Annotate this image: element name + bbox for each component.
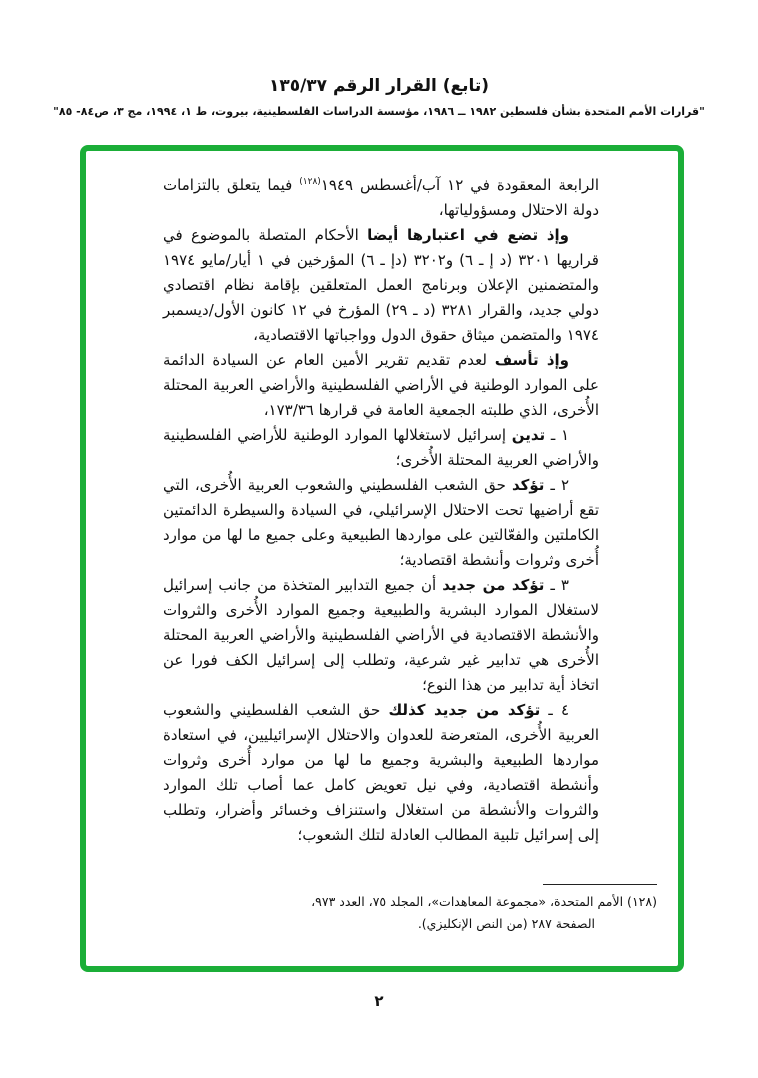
page-subtitle: "قرارات الأمم المتحدة بشأن فلسطين ١٩٨٢ ــ ١٩٨٦، مؤسسة الدراسات الفلسطينية، بيروت، ط ١، ١٩٩٤، مج ٣، ص٨٤- ٨٥" [53, 105, 705, 118]
text-segment: إسرائيل لاستغلالها الموارد الوطنية للأراضي الفلسطينية والأراضي العربية المحتلة الأُخرى؛ [163, 426, 599, 469]
paragraph-2 [163, 223, 599, 348]
text-segment: الأحكام المتصلة بالموضوع في قراريها ٣٢٠١ (د إ ـ ٦) و٣٢٠٢ (دإ ـ ٦) المؤرخين في ١ أيار/مايو ١٩٧٤ والمتضمنين الإعلان وبرنامج العمل المتعلقين بإقامة نظام اقتصادي دولي جديد، والقرار ٣٢٨١ (د ـ ٢٩) المؤرخ في ١٢ كانون الأول/ديسمبر ١٩٧٤ والمتضمن ميثاق حقوق الدول وواجباتها الاقتصادية، [163, 226, 599, 344]
text-segment: تؤكد [511, 476, 545, 494]
text-segment: تؤكد من جديد كذلك [388, 701, 541, 719]
text-segment: لعدم تقديم تقرير الأمين العام عن السيادة الدائمة على الموارد الوطنية في الأراضي الفلسطينية والأراضي العربية المحتلة الأُخرى، الذي طلبته الجمعية العامة في قرارها ١٧٣/٣٦، [163, 351, 599, 419]
text-segment: ١ ـ [545, 426, 570, 444]
paragraph-7 [163, 698, 599, 848]
paragraph-5 [163, 473, 599, 573]
footnote-line-2: الصفحة ٢٨٧ (من النص الإنكليزي). [417, 916, 595, 931]
text-segment: فيما يتعلق بالتزامات دولة الاحتلال ومسؤولياتها، [163, 176, 599, 219]
paragraph-6 [163, 573, 599, 698]
text-segment: وإذ تأسف [494, 351, 569, 369]
document-body [163, 173, 599, 848]
paragraph-3 [163, 348, 599, 423]
text-segment: أن جميع التدابير المتخذة من جانب إسرائيل لاستغلال الموارد البشرية والطبيعية وجميع الموارد الأُخرى والثروات والأنشطة الاقتصادية في الأراضي الفلسطينية والأراضي العربية المحتلة الأُخرى هي تدابير غير شرعية، وتطلب إلى إسرائيل الكف فورا عن اتخاذ أية تدابير من هذا النوع؛ [163, 576, 599, 694]
text-segment: ٢ ـ [544, 476, 570, 494]
footnote-reference: (١٢٨) [299, 177, 321, 187]
text-segment: تؤكد من جديد [442, 576, 545, 594]
text-segment: الرابعة المعقودة في ١٢ آب/أغسطس ١٩٤٩ [320, 176, 600, 194]
footnote-line-1: (١٢٨) الأمم المتحدة، «مجموعة المعاهدات»، المجلد ٧٥، العدد ٩٧٣، [311, 894, 657, 909]
paragraph-4 [163, 423, 599, 473]
text-segment: تدين [511, 426, 546, 444]
text-segment: حق الشعب الفلسطيني والشعوب العربية الأُخرى، المتعرضة للعدوان والاحتلال الإسرائيليين، في استعادة مواردها الطبيعية والبشرية وجميع ما لها من موارد أُخرى وثروات وأنشطة اقتصادية، وفي نيل تعويض كامل عما أصاب تلك الموارد والثروات والأنشطة من استغلال واستنزاف وخسائر وأضرار، وتطلب إلى إسرائيل تلبية المطالب العادلة لتلك الشعوب؛ [163, 701, 599, 844]
text-segment: ٤ ـ [540, 701, 570, 719]
page-title: (تابع) القرار الرقم ١٣٥/٣٧ [268, 76, 490, 96]
text-segment: ٣ ـ [544, 576, 569, 594]
footnote-separator [543, 884, 657, 885]
page-number: ٢ [374, 992, 384, 1010]
text-segment: وإذ تضع في اعتبارها أيضا [367, 226, 569, 244]
text-segment: حق الشعب الفلسطيني والشعوب العربية الأُخرى، التي تقع أراضيها تحت الاحتلال الإسرائيلي، في السيادة والسيطرة الدائمتين الكاملتين والفعّالتين على مواردها الطبيعية وعلى جميع ما لها من موارد أُخرى وثروات وأنشطة اقتصادية؛ [163, 476, 599, 569]
paragraph-1 [163, 173, 599, 223]
footnote [305, 891, 657, 935]
